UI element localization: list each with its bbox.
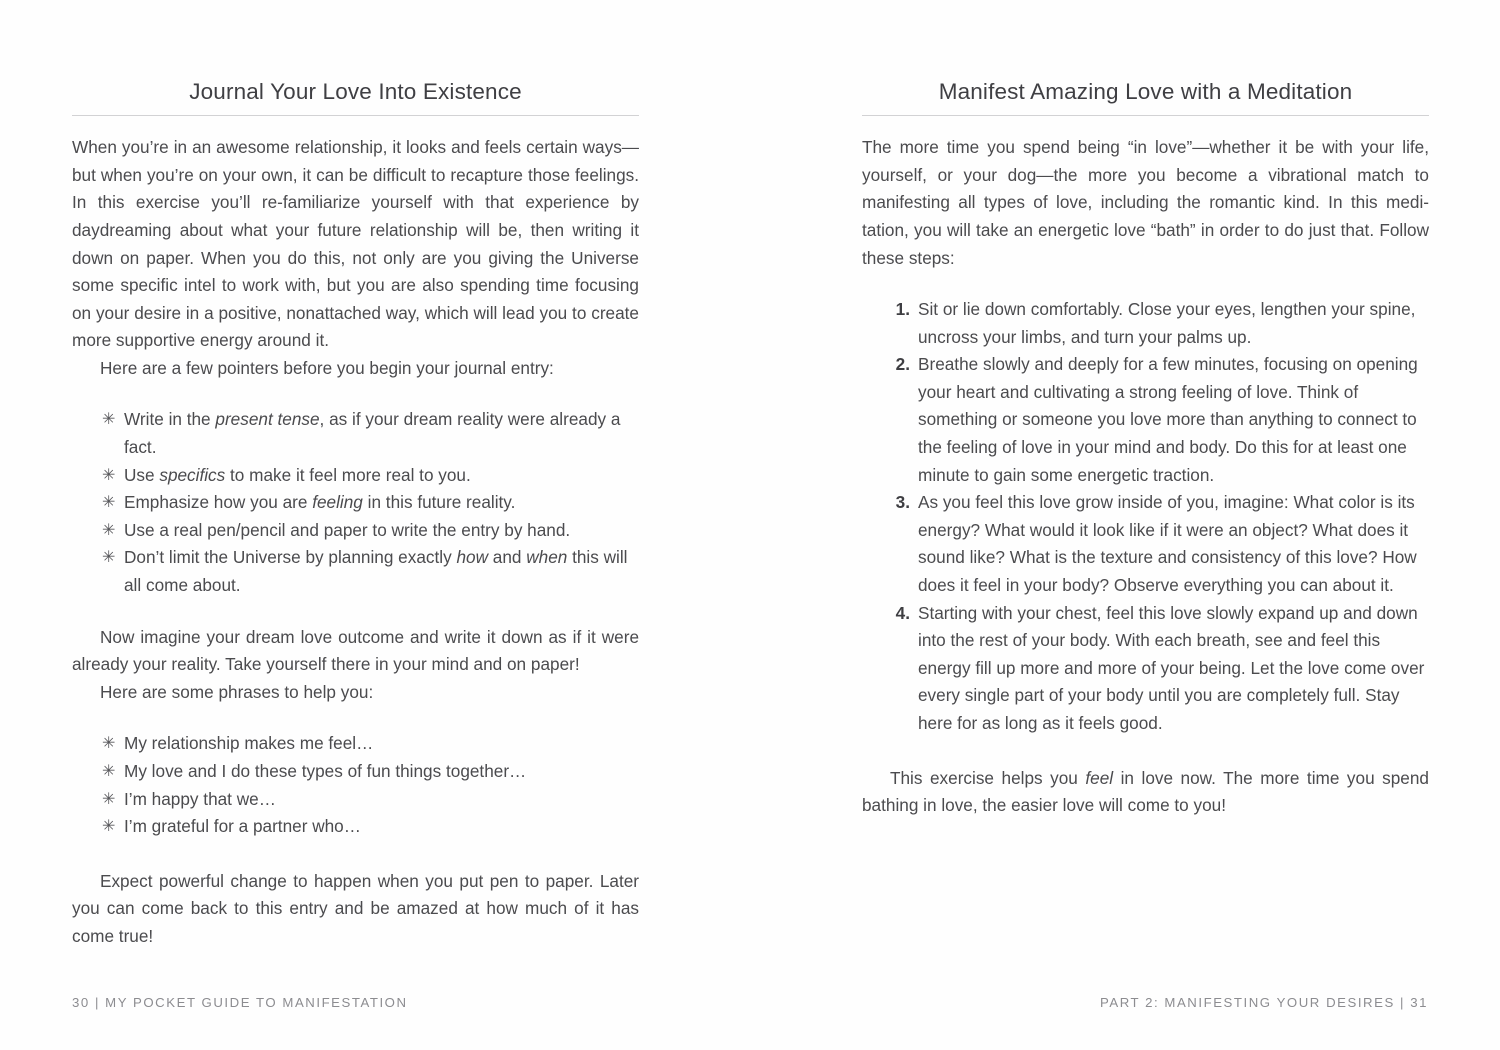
intro-paragraph: When you’re in an awesome relationship, it looks and feels certain ways—but when you’re on your own, it can be difficult to recapture those feelings. In this exercise you’ll re-familiarize yourself with that experience by daydreaming about what your future relationship will be, then writing it down on paper. When you do this, not only are you giving the Universe some specific intel to work with, but you are also spending time focusing on your desire in a positive, nonattached way, which will lead you to create more supportive energy around it. — [72, 137, 639, 351]
emphasis-text: feeling — [312, 492, 363, 513]
list-item — [862, 489, 1429, 599]
footer-left: 30 | MY POCKET GUIDE TO MANIFESTATION — [72, 995, 408, 1010]
list-item — [72, 730, 639, 758]
spacer — [72, 841, 639, 868]
asterisk-bullet-icon: ✳ — [102, 411, 116, 429]
imagine-paragraph: Now imagine your dream love outcome and write it down as if it were already your reality. Take yourself there in your mind and on paper! — [72, 626, 639, 675]
asterisk-bullet-icon: ✳ — [102, 735, 116, 753]
emphasis-text: feel — [1085, 767, 1114, 788]
title-divider — [862, 115, 1429, 116]
spacer — [72, 706, 639, 730]
step-number: 3. — [895, 492, 910, 513]
asterisk-bullet-icon: ✳ — [102, 466, 116, 484]
asterisk-bullet-icon: ✳ — [102, 763, 116, 780]
asterisk-bullet-icon: ✳ — [102, 790, 116, 808]
right-page — [750, 0, 1500, 1050]
step-number: 2. — [895, 354, 910, 375]
page-title: Journal Your Love Into Existence — [189, 79, 522, 104]
spacer — [862, 272, 1429, 296]
list-item — [72, 813, 639, 841]
spacer — [72, 600, 639, 624]
list-item-text: Sit or lie down comfortably. Close your eyes, lengthen your spine, uncross your limbs, and turn your palms up. — [918, 299, 1416, 347]
emphasis-text: how — [456, 547, 488, 568]
step-number: 1. — [895, 299, 910, 320]
footer-right: PART 2: MANIFESTING YOUR DESIRES | 31 — [1099, 995, 1428, 1010]
title-divider — [72, 115, 639, 116]
list-item-text: As you feel this love grow inside of you, imagine: What color is its energy? What would it look like if it were an object? What does it sound like? What is the texture and consistency of this love? How does it feel in your body? Observe everything you can about it. — [918, 492, 1417, 596]
left-page-content — [72, 78, 639, 951]
list-item-text: Use specifics to make it feel more real to you. — [124, 464, 471, 485]
list-item-text: Starting with your chest, feel this love slowly expand up and down into the rest of your body. With each breath, see and feel this energy fill up more and more of your being. Let the love come over every single part of your body until you are completely full. Stay here for as long as it feels good. — [918, 602, 1425, 733]
asterisk-bullet-icon: ✳ — [102, 549, 116, 567]
pointers-lead-paragraph: Here are a few pointers before you begin your journal entry: — [100, 357, 554, 378]
spacer — [72, 382, 639, 406]
pointers-list — [72, 406, 639, 599]
emphasis-text: present tense — [215, 409, 320, 430]
list-item — [72, 462, 639, 490]
list-item — [72, 786, 639, 814]
list-item-text: My relationship makes me feel… — [124, 733, 374, 754]
list-item-text: Emphasize how you are feeling in this future reality. — [124, 492, 516, 513]
list-item-text: Don’t limit the Universe by planning exactly how and when this will all come about. — [124, 547, 628, 596]
list-item-text: My love and I do these types of fun things together… — [124, 761, 527, 781]
list-item — [72, 544, 639, 599]
asterisk-bullet-icon: ✳ — [102, 521, 116, 539]
intro-paragraph: The more time you spend being “in love”—whether it be with your life, yourself, or your dog—the more you become a vibrational match to manifesting all types of love, including the romantic kind. In this medi-tation, you will take an energetic love “bath” in order to do just that. Follow these steps: — [862, 137, 1429, 268]
list-item — [72, 517, 639, 545]
list-item — [72, 406, 639, 461]
phrases-lead-paragraph: Here are some phrases to help you: — [100, 681, 374, 702]
closing-paragraph: This exercise helps you feel in love now. The more time you spend bathing in love, the easier love will come to you! — [862, 767, 1429, 816]
page-title: Manifest Amazing Love with a Meditation — [938, 79, 1353, 104]
emphasis-text: when — [526, 547, 568, 568]
list-item — [862, 296, 1429, 351]
right-page-content — [862, 78, 1429, 820]
list-item — [862, 351, 1429, 489]
asterisk-bullet-icon: ✳ — [102, 494, 116, 512]
phrases-list — [72, 730, 639, 840]
list-item-text: Write in the present tense, as if your dream reality were already a fact. — [124, 409, 621, 458]
list-item — [72, 489, 639, 517]
list-item — [72, 758, 639, 786]
list-item-text: I’m grateful for a partner who… — [124, 816, 361, 837]
closing-paragraph: Expect powerful change to happen when you put pen to paper. Later you can come back to this entry and be amazed at how much of it has come true! — [72, 870, 639, 946]
asterisk-bullet-icon: ✳ — [102, 818, 116, 836]
emphasis-text: specifics — [159, 464, 226, 485]
list-item — [862, 600, 1429, 738]
spacer — [862, 738, 1429, 765]
step-number: 4. — [895, 602, 910, 623]
list-item-text: I’m happy that we… — [124, 788, 276, 809]
list-item-text: Use a real pen/pencil and paper to write the entry by hand. — [124, 519, 571, 540]
list-item-text: Breathe slowly and deeply for a few minutes, focusing on opening your heart and cultivating a strong feeling of love. Think of something or someone you love more than anything to connect to the feeling of love in your mind and body. Do this for at least one minute to gain some energetic traction. — [918, 354, 1418, 485]
steps-list — [862, 296, 1429, 738]
